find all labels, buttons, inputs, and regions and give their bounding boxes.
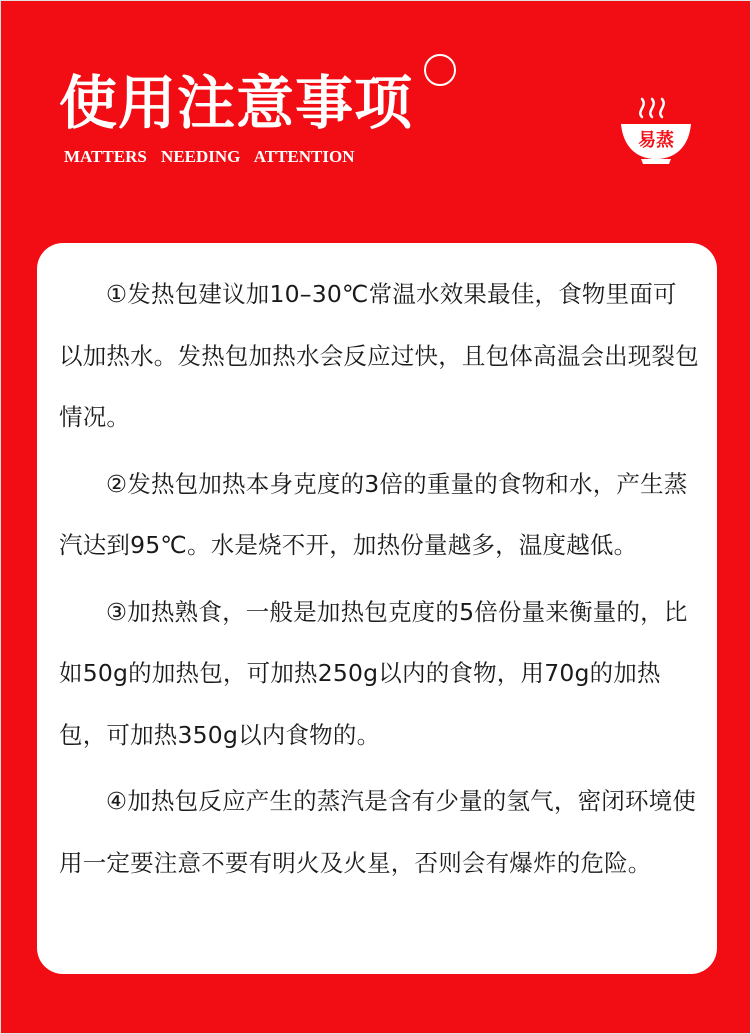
circle-decoration-icon (424, 54, 456, 86)
steaming-bowl-logo-icon (611, 91, 701, 171)
notice-item-1: ①发热包建议加10–30℃常温水效果最佳，食物里面可以加热水。发热包加热水会反应过快，且包体高温会出现裂包情况。 (59, 280, 699, 431)
notice-item-3: ③加热熟食，一般是加热包克度的5倍份量来衡量的，比如50g的加热包，可加热250g以内的食物，用70g的加热包，可加热350g以内食物的。 (59, 597, 688, 749)
notice-item-2: ②发热包加热本身克度的3倍的重量的食物和水，产生蒸汽达到95℃。水是烧不开，加热份量越多，温度越低。 (59, 469, 688, 559)
notice-list (59, 264, 699, 899)
page-subtitle: MATTERS NEEDING ATTENTION (64, 147, 355, 166)
page-title: 使用注意事项 (59, 69, 414, 137)
notice-item-4: ④加热包反应产生的蒸汽是含有少量的氢气，密闭环境使用一定要注意不要有明火及火星，否则会有爆炸的危险。 (59, 787, 697, 877)
logo-text: 易蒸 (638, 130, 674, 151)
